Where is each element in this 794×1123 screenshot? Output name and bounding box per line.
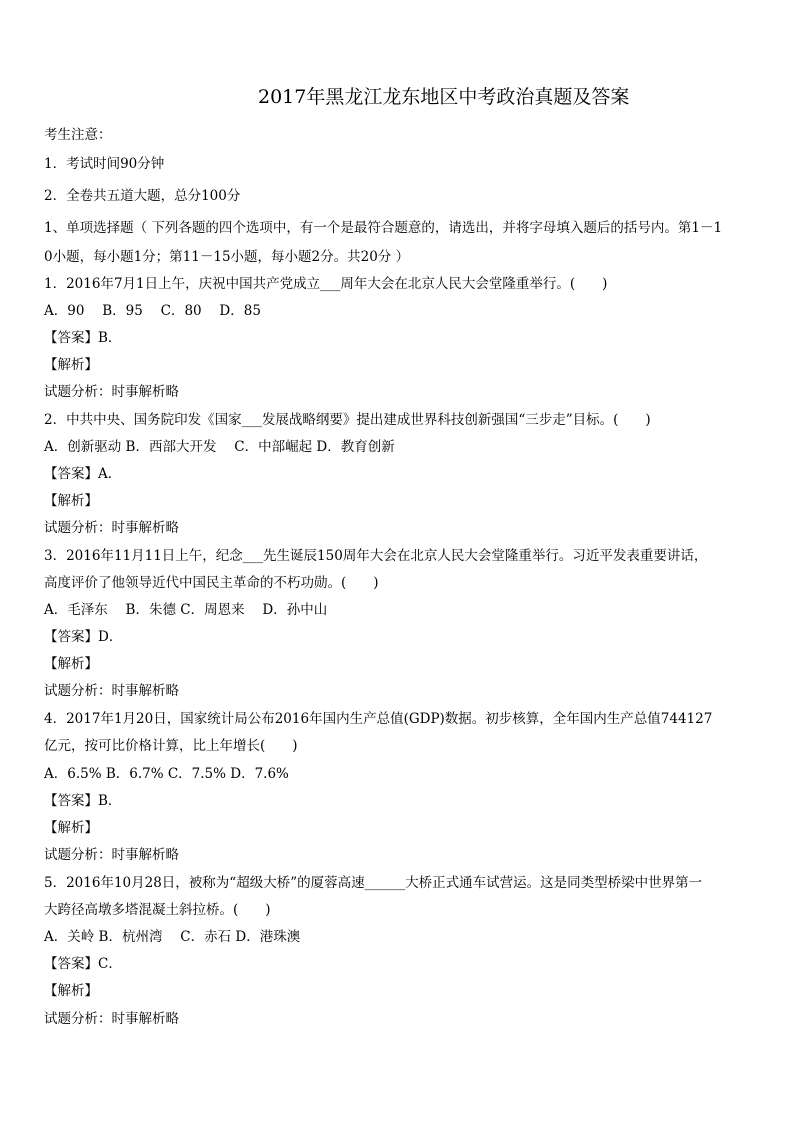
question-3-stem-line-1: 3．2016年11月11日上午，纪念___先生诞辰150周年大会在北京人民大会堂隆重举行。习近平发表重要讲话， bbox=[44, 548, 708, 564]
document-title: 2017年黑龙江龙东地区中考政治真题及答案 bbox=[258, 86, 630, 108]
notice-heading: 考生注意： bbox=[44, 127, 112, 143]
question-1-stem: 1．2016年7月1日上午，庆祝中国共产党成立___周年大会在北京人民大会堂隆重举行。( ) bbox=[44, 276, 608, 292]
question-5-answer: 【答案】C． bbox=[44, 956, 122, 972]
question-3-stem-line-2: 高度评价了他领导近代中国民主革命的不朽功勋。( ) bbox=[44, 575, 379, 591]
question-4-answer: 【答案】B． bbox=[44, 793, 122, 809]
question-5-stem-line-1: 5．2016年10月28日，被称为“超级大桥”的厦蓉高速______大桥正式通车试营运。这是同类型桥梁中世界第一 bbox=[44, 875, 703, 891]
question-1-options: A．90 B．95 C．80 D．85 bbox=[44, 303, 261, 319]
question-4-stem-line-2: 亿元，按可比价格计算，比上年增长( ) bbox=[44, 738, 298, 754]
question-2-analysis-label: 【解析】 bbox=[44, 493, 98, 509]
notice-item-time: 1．考试时间90分钟 bbox=[44, 156, 165, 172]
question-2-analysis: 试题分析：时事解析略 bbox=[44, 520, 179, 536]
question-4-analysis: 试题分析：时事解析略 bbox=[44, 847, 179, 863]
question-1-analysis: 试题分析：时事解析略 bbox=[44, 384, 179, 400]
question-1-analysis-label: 【解析】 bbox=[44, 357, 98, 373]
question-4-stem-line-1: 4．2017年1月20日，国家统计局公布2016年国内生产总值(GDP)数据。初步核算，全年国内生产总值744127 bbox=[44, 711, 713, 727]
question-5-analysis-label: 【解析】 bbox=[44, 983, 98, 999]
question-5-analysis: 试题分析：时事解析略 bbox=[44, 1011, 179, 1027]
question-2-answer: 【答案】A． bbox=[44, 466, 122, 482]
section-instructions-line-1: 1、单项选择题（ 下列各题的四个选项中，有一个是最符合题意的，请选出，并将字母填入题后的括号内。第1－1 bbox=[44, 220, 723, 236]
question-4-analysis-label: 【解析】 bbox=[44, 820, 98, 836]
question-5-options: A．关岭 B．杭州湾 C．赤石 D．港珠澳 bbox=[44, 929, 301, 945]
question-2-stem: 2．中共中央、国务院印发《国家___发展战略纲要》提出建成世界科技创新强国“三步走”目标。( ) bbox=[44, 412, 651, 428]
question-1-answer: 【答案】B． bbox=[44, 330, 122, 346]
section-instructions-line-2: 0小题，每小题1分；第11－15小题，每小题2分。共20分 ） bbox=[44, 249, 410, 265]
question-3-analysis: 试题分析：时事解析略 bbox=[44, 683, 179, 699]
question-3-answer: 【答案】D． bbox=[44, 629, 123, 645]
question-3-options: A．毛泽东 B．朱德 C．周恩来 D．孙中山 bbox=[44, 602, 328, 618]
question-2-options: A．创新驱动 B．西部大开发 C．中部崛起 D．教育创新 bbox=[44, 439, 395, 455]
question-4-options: A．6.5% B．6.7% C．7.5% D．7.6% bbox=[44, 766, 289, 782]
question-3-analysis-label: 【解析】 bbox=[44, 656, 98, 672]
question-5-stem-line-2: 大跨径高墩多塔混凝土斜拉桥。( ) bbox=[44, 902, 271, 918]
notice-item-score: 2．全卷共五道大题，总分100分 bbox=[44, 188, 241, 204]
